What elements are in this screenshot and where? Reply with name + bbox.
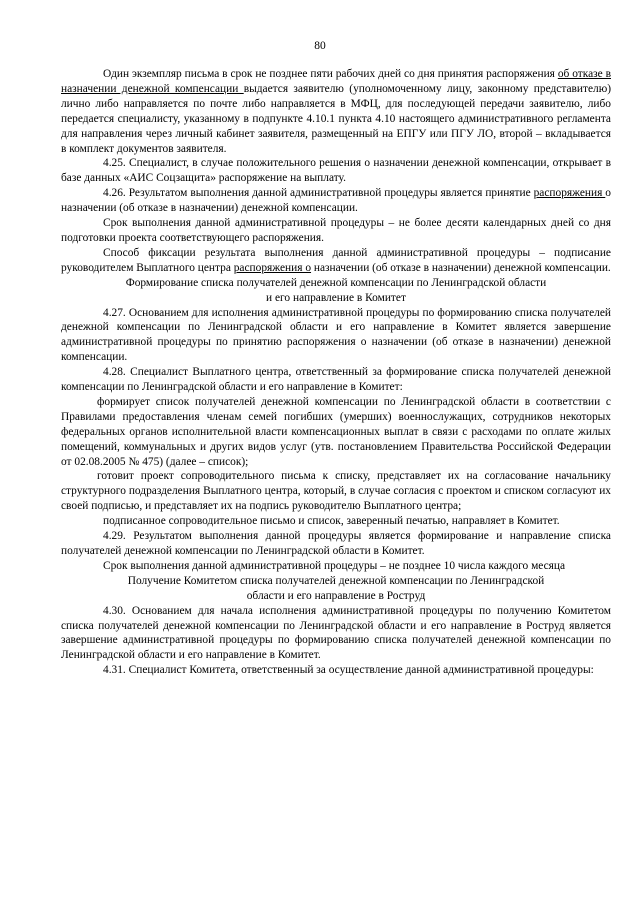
paragraph-letter-delivery [61, 67, 611, 156]
page-number: 80 [314, 40, 326, 52]
paragraph-forms-list: формирует список получателей денежной компенсации по Ленинградской области в соответствии с Правилами предоставления членам семей погибших (умерших) военнослужащих, сотрудников некоторых федеральных органов исполнительной власти компенсационных выплат в связи с расходами по оплате жилых помещений, коммунальных и других видов услуг (утв. постановлением Правительства Российской Федерации от 02.08.2005 № 475) (далее – список); [61, 395, 611, 468]
text-run: Способ фиксации результата выполнения данной административной процедуры – подписание руководителем Выплатного центра [61, 246, 611, 274]
paragraph-deadline-monthly: Срок выполнения данной административной процедуры – не позднее 10 числа каждого месяца [103, 559, 566, 572]
document-body [61, 67, 611, 678]
heading-line: и его направление в Комитет [266, 291, 406, 304]
underlined-text: распоряжения о [233, 261, 312, 274]
paragraph-4-28: 4.28. Специалист Выплатного центра, ответственный за формирование списка получателей денежной компенсации по Ленинградской области и его направление в Комитет: [61, 366, 611, 394]
heading-line: области и его направление в Роструд [246, 589, 426, 602]
paragraph-fixation-method [61, 246, 611, 276]
paragraph-prepares-letter: готовит проект сопроводительного письма к списку, представляет их на согласование начальнику структурного подразделения Выплатного центра, который, в случае согласия с проектом и списком согласуют их своей подписью, и представляет их на подпись руководителю Выплатного центра; [61, 470, 611, 513]
heading-line: Формирование списка получателей денежной компенсации по Ленинградской области [125, 276, 547, 289]
paragraph-4-29: 4.29. Результатом выполнения данной процедуры является формирование и направление списка получателей денежной компенсации по Ленинградской области в Комитет. [61, 530, 611, 557]
underlined-text: распоряжения [533, 187, 606, 200]
text-run: 4.26. Результатом выполнения данной административной процедуры является принятие [103, 187, 534, 200]
text-run: о назначении (об отказе в назначении) денежной компенсации. [61, 187, 611, 215]
paragraph-4-25: 4.25. Специалист, в случае положительного решения о назначении денежной компенсации, открывает в базе данных «АИС Соцзащита» распоряжение на выплату. [61, 157, 611, 185]
text-run: выдается заявителю (уполномоченному лицу, законному представителю) лично либо направляется по почте либо направляется в МФЦ, для последующей передачи заявителю, либо передается специалисту, указанному в подпункте 4.10.1 пункта 4.10 настоящего административного регламента для направления через личный кабинет заявителя, размещенный на ЕПГУ или ПГУ ЛО, второй – вкладывается в комплект документов заявителя. [61, 82, 611, 155]
underlined-text: об отказе в назначении денежной компенсации [61, 68, 611, 95]
section-heading-list-formation [61, 276, 611, 306]
paragraph-4-26 [61, 186, 611, 216]
heading-line: Получение Комитетом списка получателей денежной компенсации по Ленинградской [127, 574, 545, 587]
text-run: назначении (об отказе в назначении) денежной компенсации. [311, 261, 611, 274]
paragraph-4-27: 4.27. Основанием для исполнения административной процедуры по формированию списка получателей денежной компенсации по Ленинградской области и его направление в Комитет является завершение административной процедуры по принятию распоряжения о назначении (об отказе в назначении) денежной компенсации. [61, 306, 611, 364]
paragraph-4-31: 4.31. Специалист Комитета, ответственный за осуществление данной административной процедуры: [103, 664, 594, 677]
paragraph-deadline: Срок выполнения данной административной процедуры – не более десяти календарных дней со дня подготовки проекта соответствующего распоряжения. [61, 217, 611, 244]
paragraph-sends-to-committee: подписанное сопроводительное письмо и список, заверенный печатью, направляет в Комитет. [103, 515, 560, 528]
text-run: Один экземпляр письма в срок не позднее пяти рабочих дней со дня принятия распоряжения [103, 68, 558, 80]
section-heading-committee-receipt [61, 574, 611, 604]
paragraph-4-30: 4.30. Основанием для начала исполнения административной процедуры по получению Комитетом списка получателей денежной компенсации по Ленинградской области и его направление в Роструд является завершение административной процедуры по формированию списка получателей денежной компенсации по Ленинградской области и его направление в Комитет. [61, 604, 611, 662]
